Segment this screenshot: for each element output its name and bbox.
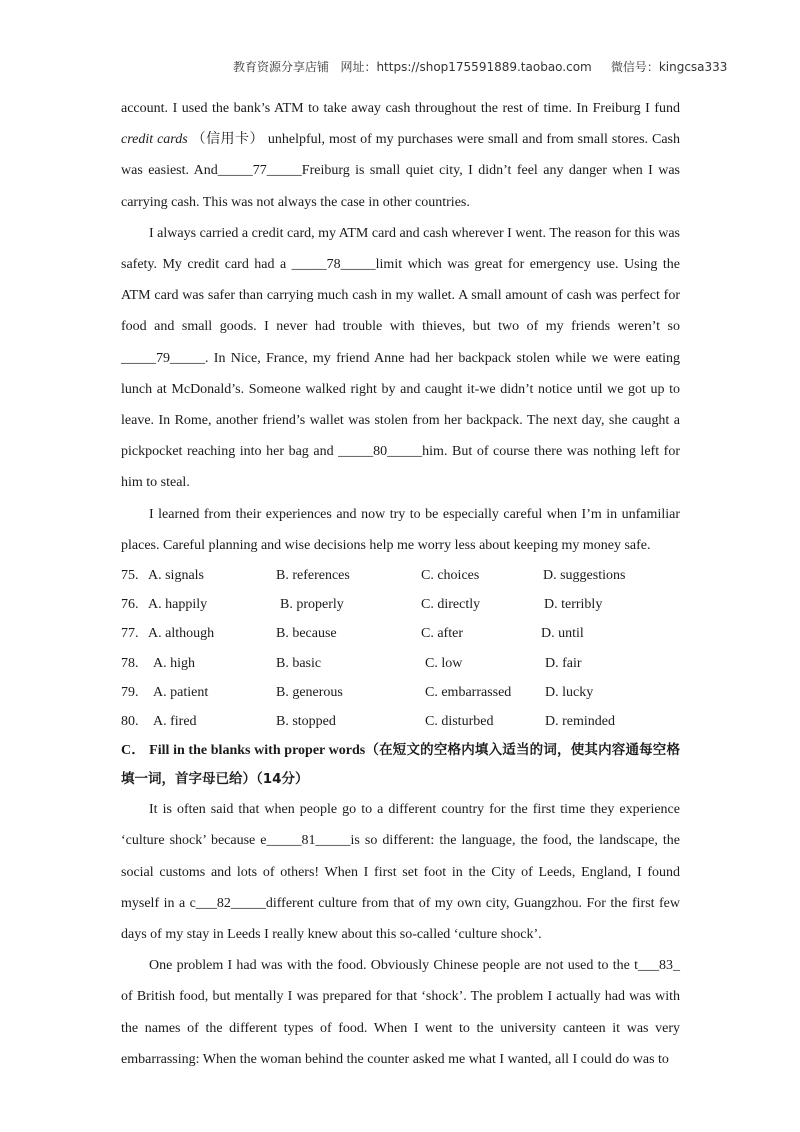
option-c: C. choices: [421, 568, 480, 584]
option-a: A. fired: [153, 713, 197, 729]
document-body: [121, 93, 680, 1075]
option-b: B. generous: [276, 684, 343, 700]
passage-continued: [121, 93, 680, 561]
passage-paragraph: [121, 499, 680, 561]
text-run: One problem I had was with the food. Obviously Chinese people are not used to the t___83_ of British food, but mentally I was prepared for that ‘shock’. The problem I actually had was with the names of the different types of food. When I went to the university canteen it was very embarrassing: When the woman behind the counter asked me what I wanted, all I could do was to: [121, 958, 680, 1067]
option-d: D. lucky: [545, 684, 594, 700]
passage-c-paragraph: [121, 950, 680, 1075]
option-a: A. happily: [148, 597, 208, 613]
section-c-instruction: （在短文的空格内填入适当的词，使其内容通每空格填一词，首字母已给）（14分）: [121, 742, 680, 788]
passage-paragraph: [121, 218, 680, 499]
passage-paragraph: [121, 93, 680, 218]
section-c-label: C． Fill in the blanks with proper words: [121, 743, 366, 759]
text-run: credit cards: [121, 132, 188, 148]
option-b: B. basic: [276, 655, 322, 671]
question-number: 77.: [121, 626, 139, 642]
question-number: 76.: [121, 597, 139, 613]
option-c: C. after: [421, 626, 463, 642]
option-row: [121, 707, 680, 736]
option-row: [121, 649, 680, 678]
question-number: 75.: [121, 568, 139, 584]
option-row: [121, 561, 680, 590]
option-a: A. signals: [148, 568, 204, 584]
option-row: [121, 590, 680, 619]
text-run: It is often said that when people go to a different country for the first time they experience ‘culture shock’ because e_____81_____is so different: the language, the food, the landscape, the social customs and lots of others! When I first set foot in the City of Leeds, England, I found myself in a c___82_____different culture from that of my own city, Guangzhou. For the first few days of my stay in Leeds I really knew about this so-called ‘culture shock’.: [121, 802, 680, 942]
option-b: B. references: [276, 568, 350, 584]
option-d: D. suggestions: [543, 568, 626, 584]
section-c-title: [121, 736, 680, 794]
option-a: A. high: [153, 655, 195, 671]
text-run: （信用卡） unhelpful, most of my purchases were small and from small stores. Cash was easiest. And_____77_____Freiburg is small quiet city, I didn’t feel any danger when I was carrying cash. This was not always the case in other countries.: [121, 132, 680, 210]
passage-c: [121, 794, 680, 1075]
options-list: [121, 561, 680, 736]
page-header: 教育资源分享店铺 网址：https://shop175591889.taobao.com 微信号：kingcsa333: [233, 60, 728, 74]
option-a: A. although: [148, 626, 215, 642]
passage-c-paragraph: [121, 794, 680, 950]
text-run: account. I used the bank’s ATM to take away cash throughout the rest of time. In Freiburg I fund: [121, 101, 680, 116]
option-c: C. embarrassed: [425, 684, 512, 700]
question-number: 79.: [121, 684, 139, 700]
text-run: I always carried a credit card, my ATM card and cash wherever I went. The reason for this was safety. My credit card had a _____78_____limit which was great for emergency use. Using the ATM card was safer than carrying much cash in my wallet. A small amount of cash was perfect for food and small goods. I never had trouble with thieves, but two of my friends weren’t so _____79_____. In Nice, France, my friend Anne had her backpack stolen while we were eating lunch at McDonald’s. Someone walked right by and caught it-we didn’t notice until we got up to leave. In Rome, another friend’s wallet was stolen from her backpack. The next day, she caught a pickpocket reaching into her bag and _____80_____him. But of course there was nothing left for him to steal.: [121, 225, 680, 491]
option-row: [121, 678, 680, 707]
option-b: B. because: [276, 626, 337, 642]
option-d: D. until: [541, 626, 584, 642]
question-number: 80.: [121, 713, 139, 729]
option-c: C. disturbed: [425, 713, 494, 729]
option-d: D. terribly: [544, 597, 603, 613]
option-a: A. patient: [153, 684, 209, 700]
option-row: [121, 619, 680, 648]
question-number: 78.: [121, 655, 139, 671]
option-c: C. low: [425, 655, 463, 671]
option-b: B. properly: [280, 597, 344, 613]
option-c: C. directly: [421, 597, 481, 613]
option-d: D. fair: [545, 655, 582, 671]
option-d: D. reminded: [545, 713, 615, 729]
text-run: I learned from their experiences and now try to be especially careful when I’m in unfamiliar places. Careful planning and wise decisions help me worry less about keeping my money safe.: [121, 506, 680, 553]
option-b: B. stopped: [276, 713, 336, 729]
